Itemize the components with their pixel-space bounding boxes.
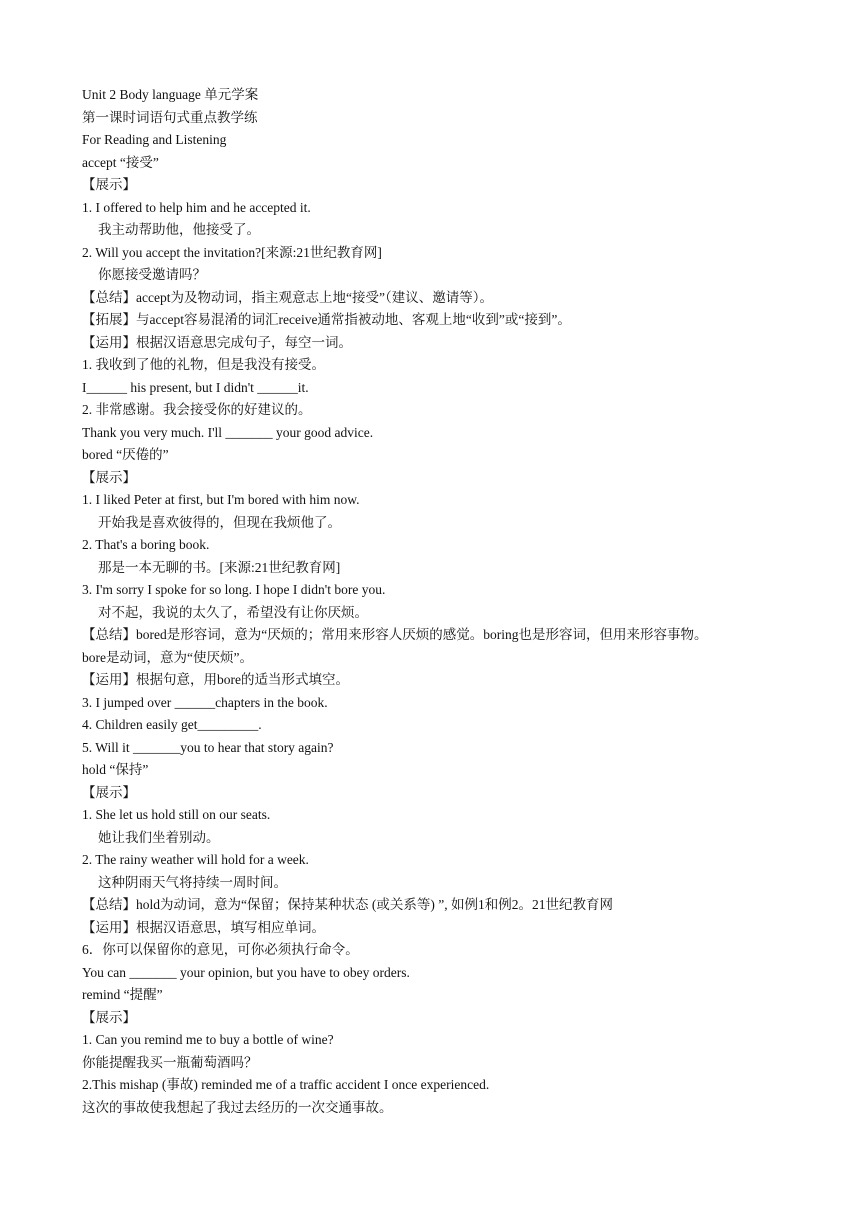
text-line: hold “保持” [82,762,149,777]
text-line: 那是一本无聊的书。[来源:21世纪教育网] [98,559,341,575]
text-line: 2.This mishap (事故) reminded me of a traffic accident I once experienced. [82,1077,490,1092]
text-line: 我主动帮助他，他接受了。 [98,222,260,237]
text-line: 1. 我收到了他的礼物，但是我没有接受。 [82,357,325,372]
text-line: accept “接受” [82,154,159,170]
text-line: 2. Will you accept the invitation?[来源:21世纪教育网] [82,244,382,260]
text-line: 【总结】accept为及物动词，指主观意志上地“接受”（建议、邀请等）。 [82,289,493,305]
text-line: 1. She let us hold still on our seats. [82,807,271,822]
text-line: 2. That's a boring book. [82,537,210,552]
text-line: Thank you very much. I'll _______ your good advice. [82,424,374,440]
text-line: 【运用】根据汉语意思完成句子，每空一词。 [82,334,352,350]
text-line: You can _______ your opinion, but you have to obey orders. [82,964,410,980]
text-line: 【展示】 [82,784,136,800]
text-line: 【运用】根据汉语意思，填写相应单词。 [82,919,325,935]
text-line: 2. 非常感谢。我会接受你的好建议的。 [82,402,312,417]
text-line: 这种阴雨天气将持续一周时间。 [98,874,287,890]
text-line: 4. Children easily get_________. [82,717,262,732]
text-line: 你愿接受邀请吗？ [98,267,206,282]
text-line: 3. I'm sorry I spoke for so long. I hope I didn't bore you. [82,582,386,597]
text-line: 她让我们坐着别动。 [98,829,220,845]
text-line: 你能提醒我买一瓶葡萄酒吗？ [82,1054,258,1070]
text-line: 【总结】hold为动词，意为“保留；保持某种状态 (或关系等) ”, 如例1和例2。21世纪教育网 [82,897,613,912]
text-line: For Reading and Listening [82,132,227,147]
text-line: 1. I offered to help him and he accepted it. [82,199,311,215]
text-line: bore是动词，意为“使厌烦”。 [82,649,253,665]
text-line: 1. Can you remind me to buy a bottle of wine? [82,1032,334,1047]
text-line: 第一课时词语句式重点教学练 [82,109,258,125]
text-line: 1. I liked Peter at first, but I'm bored with him now. [82,492,360,507]
text-line: 开始我是喜欢彼得的，但现在我烦他了。 [98,514,341,530]
text-line: 对不起，我说的太久了，希望没有让你厌烦。 [98,604,368,620]
text-line: 【展示】 [82,469,136,485]
text-line: 3. I jumped over ______chapters in the book. [82,694,328,710]
text-line: remind “提醒” [82,987,163,1002]
text-line: bored “厌倦的” [82,447,169,462]
text-line: 【运用】根据句意，用bore的适当形式填空。 [82,672,349,687]
text-line: I______ his present, but I didn't ______it. [82,379,309,395]
text-line: 5. Will it _______you to hear that story again? [82,739,334,755]
document-page [82,84,802,1119]
text-line: 【展示】 [82,1009,136,1025]
text-line: 【展示】 [82,177,136,192]
text-line: 【拓展】与accept容易混淆的词汇receive通常指被动地、客观上地“收到”或“接到”。 [82,312,571,327]
text-line: Unit 2 Body language 单元学案 [82,87,259,102]
text-line: 2. The rainy weather will hold for a week. [82,852,309,867]
text-line: 【总结】bored是形容词，意为“厌烦的；常用来形容人厌烦的感觉。boring也是形容词，但用来形容事物。 [82,627,708,642]
text-line: 这次的事故使我想起了我过去经历的一次交通事故。 [82,1099,393,1115]
text-line: 6．你可以保留你的意见，可你必须执行命令。 [82,942,359,957]
